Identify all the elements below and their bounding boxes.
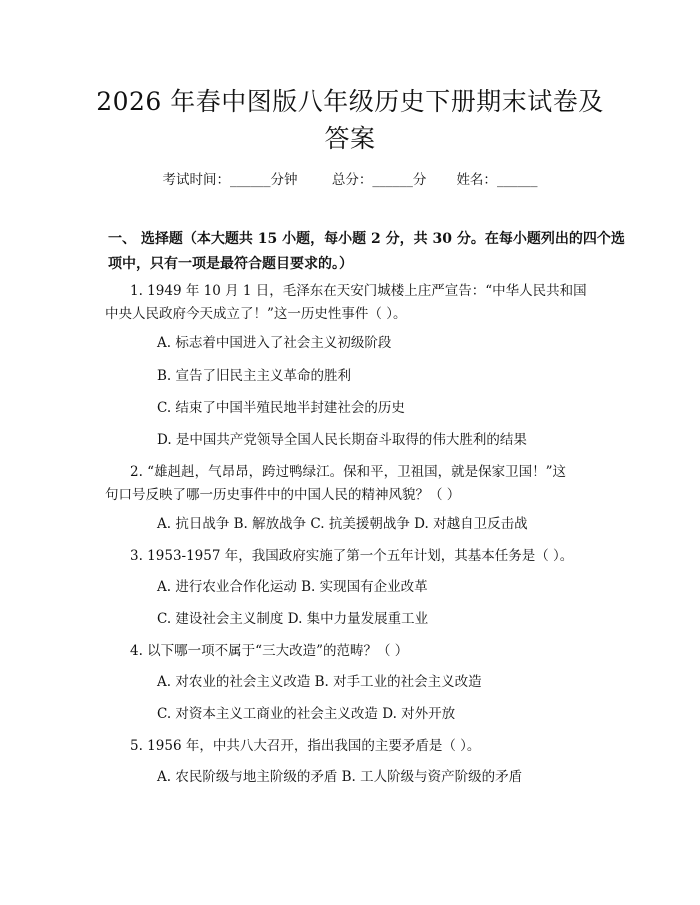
question-2-stem-line-1: 2. “雄赳赳，气昂昂，跨过鸭绿江。保和平，卫祖国，就是保家卫国！”这 <box>130 464 566 480</box>
time-unit: 分钟 <box>270 172 298 188</box>
name-label: 姓名： <box>456 172 497 188</box>
question-3-options-cd: C. 建设社会主义制度 D. 集中力量发展重工业 <box>157 611 429 627</box>
question-1-option-a: A. 标志着中国进入了社会主义初级阶段 <box>157 335 392 351</box>
question-1-stem-line-1: 1. 1949 年 10 月 1 日，毛泽东在天安门城楼上庄严宣告：“中华人民共和国 <box>130 283 587 299</box>
section-heading-line-2: 项中，只有一项是最符合题目要求的。） <box>108 256 353 272</box>
question-5-stem: 5. 1956 年，中共八大召开，指出我国的主要矛盾是（ ）。 <box>130 738 481 754</box>
exam-info-line <box>0 170 700 190</box>
question-4-options-cd: C. 对资本主义工商业的社会主义改造 D. 对外开放 <box>157 706 456 722</box>
time-label: 考试时间： <box>162 172 231 188</box>
score-blank: ______ <box>372 172 413 188</box>
question-1-option-d: D. 是中国共产党领导全国人民长期奋斗取得的伟大胜利的结果 <box>157 432 527 448</box>
question-2-stem-line-2: 句口号反映了哪一历史事件中的中国人民的精神风貌？（ ） <box>105 487 461 503</box>
section-heading-line-1: 一、 选择题（本大题共 15 小题，每小题 2 分，共 30 分。在每小题列出的四个选 <box>108 231 625 247</box>
question-3-options-ab: A. 进行农业合作化运动 B. 实现国有企业改革 <box>157 579 428 595</box>
question-1-stem-line-2: 中央人民政府今天成立了！”这一历史性事件（ ）。 <box>105 306 407 322</box>
time-blank: ______ <box>230 172 271 188</box>
question-4-options-ab: A. 对农业的社会主义改造 B. 对手工业的社会主义改造 <box>157 674 482 690</box>
score-label: 总分： <box>331 172 373 188</box>
question-1-option-c: C. 结束了中国半殖民地半封建社会的历史 <box>157 400 405 416</box>
question-3-stem: 3. 1953-1957 年，我国政府实施了第一个五年计划，其基本任务是（ ）。 <box>130 548 574 564</box>
question-5-options-ab: A. 农民阶级与地主阶级的矛盾 B. 工人阶级与资产阶级的矛盾 <box>157 769 523 785</box>
exam-title-line-1: 2026 年春中图版八年级历史下册期末试卷及 <box>96 87 604 116</box>
question-4-stem: 4. 以下哪一项不属于“三大改造”的范畴？（ ） <box>130 643 409 659</box>
question-2-options: A. 抗日战争 B. 解放战争 C. 抗美援朝战争 D. 对越自卫反击战 <box>157 516 528 532</box>
name-blank: ______ <box>496 172 538 188</box>
exam-title-line-2: 答案 <box>324 124 376 153</box>
score-unit: 分 <box>412 172 427 188</box>
question-1-option-b: B. 宣告了旧民主主义革命的胜利 <box>157 368 352 384</box>
